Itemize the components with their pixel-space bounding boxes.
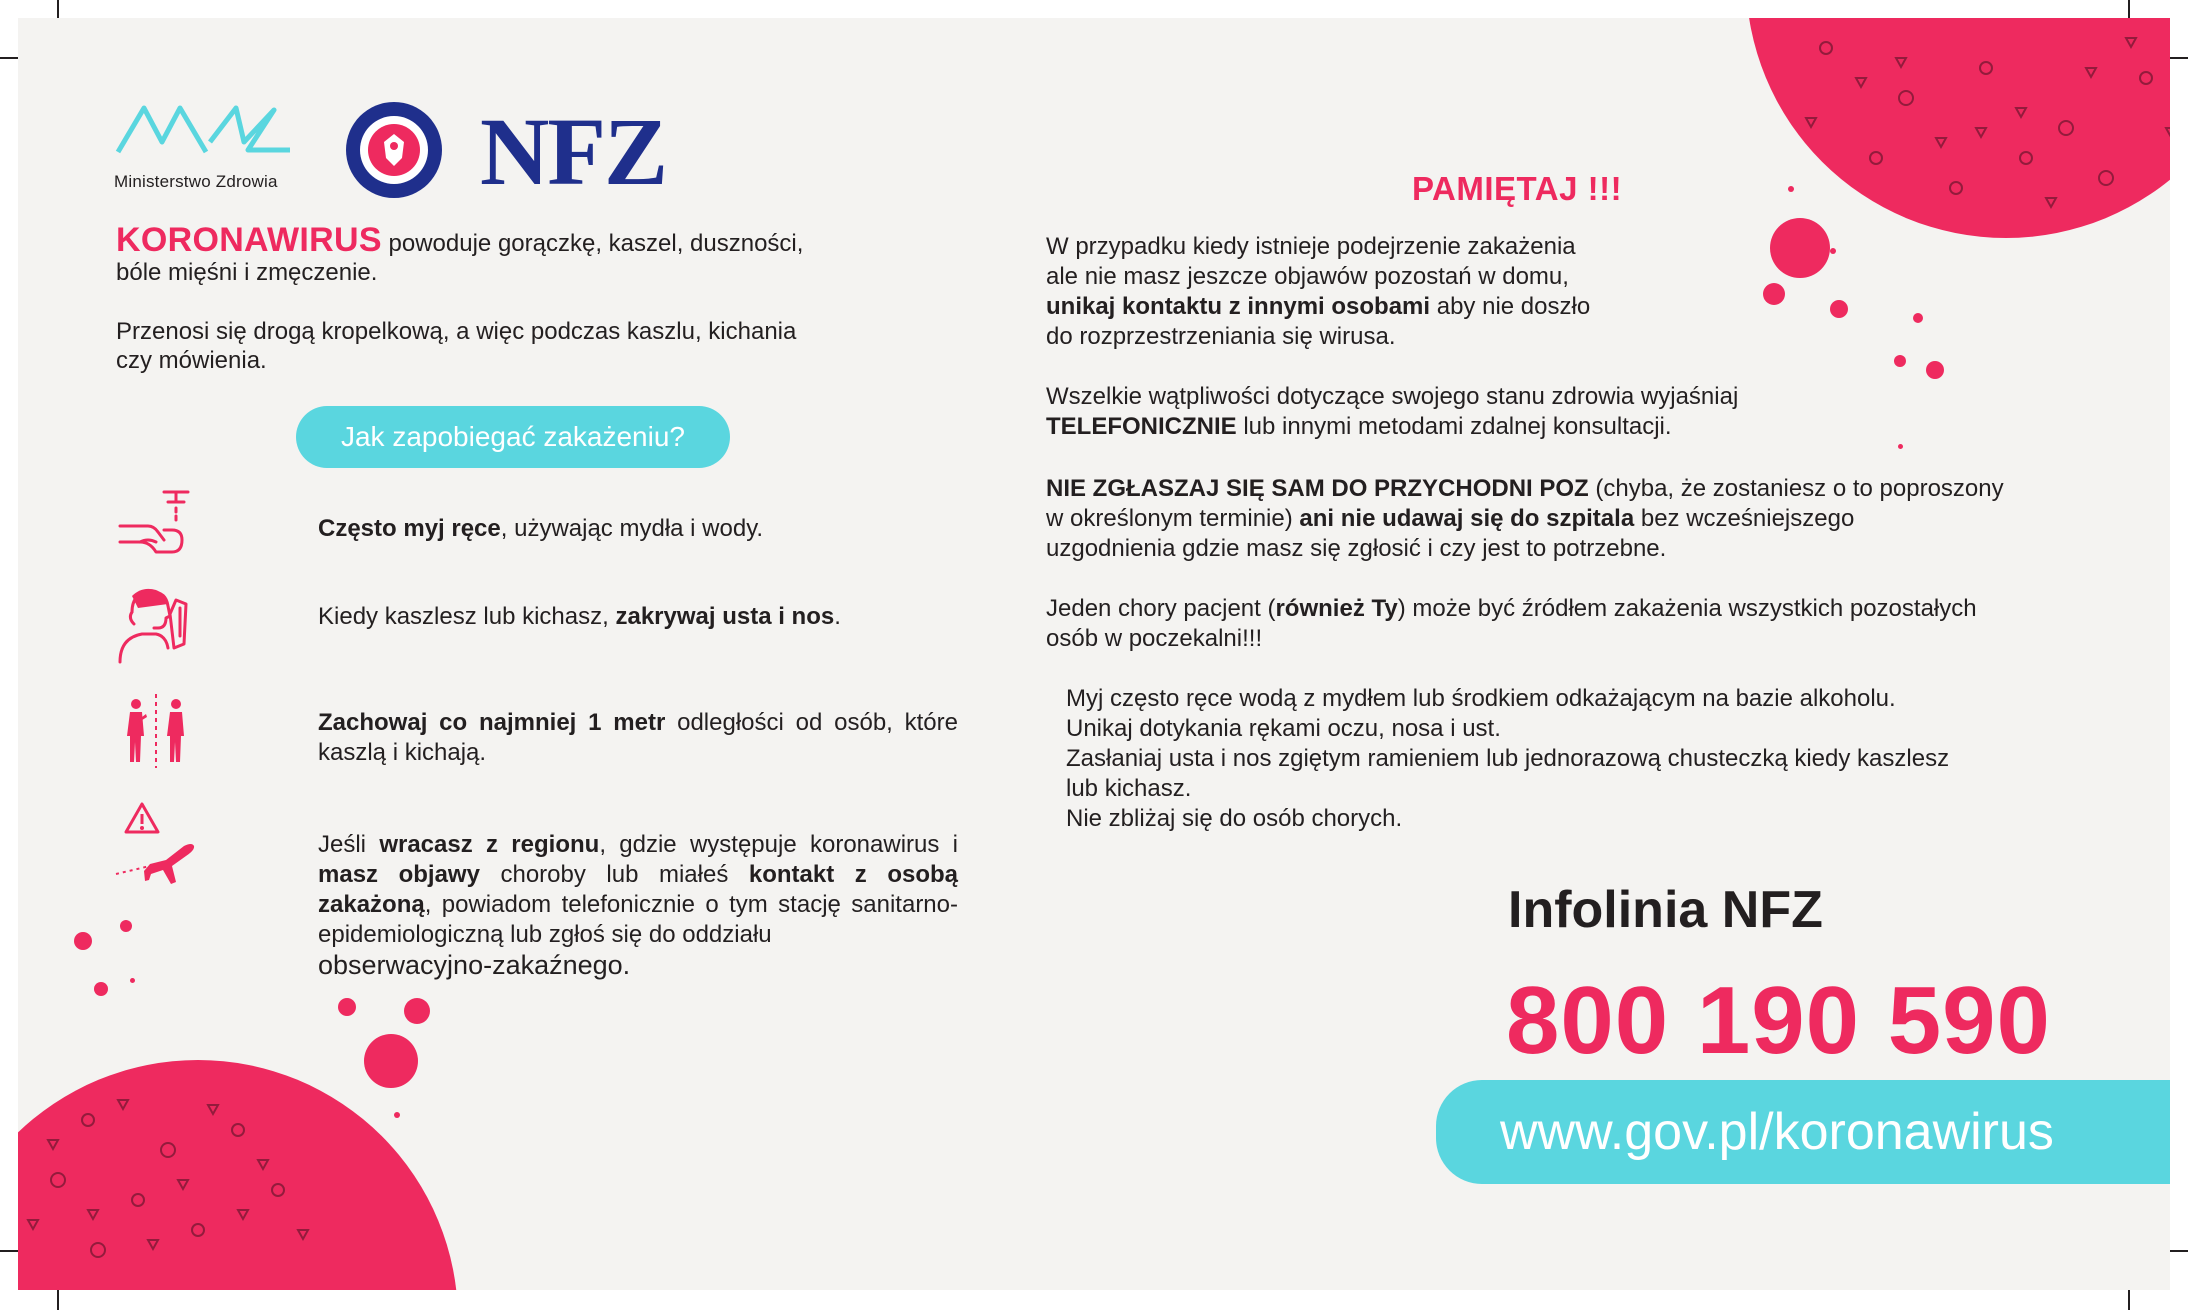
step-returning-from-region [318,830,958,980]
seal-icon [344,100,444,200]
confetti-pattern [18,1060,458,1290]
decorative-dot [1898,444,1903,449]
step-text: choroby lub miałeś [479,861,749,888]
step-cover-mouth [318,602,958,632]
hand-washing-icon [116,486,196,566]
intro-text [116,221,876,375]
tip-line: Myj często ręce wodą z mydłem lub środkiem odkażającym na bazie alkoholu. [1066,685,1896,712]
intro-line: Przenosi się drogą kropelkową, a więc podczas kaszlu, kichania [116,318,797,345]
travel-warning-icon [110,798,210,888]
remember-paragraph-4 [1046,594,2046,654]
ministry-of-health-logo [114,98,314,198]
infoline-phone-number[interactable]: 800 190 590 [1506,967,2051,1074]
paragraph-line: do rozprzestrzeniania się wirusa. [1046,323,1396,350]
remember-paragraph-3 [1046,474,2046,564]
ministry-label: Ministerstwo Zdrowia [114,172,278,191]
remember-heading: PAMIĘTAJ !!! [1412,170,1623,207]
remember-paragraph-2 [1046,382,2026,442]
step-text: odległości od osób, które kaszlą i kichają. [318,709,958,766]
paragraph-bold: TELEFONICZNIE [1046,413,1237,440]
step-bold: Często myj ręce [318,515,501,542]
intro-line: czy mówienia. [116,347,267,374]
step-text: , gdzie występuje koronawirus i [599,831,958,858]
tip-line: Zasłaniaj usta i nos zgiętym ramieniem lub jednorazową chusteczką kiedy kaszlesz [1066,745,1950,772]
mz-logo-mark [114,98,304,158]
confetti-pattern [1746,18,2170,238]
website-link[interactable]: www.gov.pl/koronawirus [1436,1080,2170,1184]
decorative-dot [364,1034,418,1088]
step-bold: kontakt z osobą zakażoną [318,861,959,918]
tip-line: Unikaj dotykania rękami oczu, nosa i ust. [1066,715,1501,742]
decorative-dot [1926,361,1944,379]
paragraph-bold: ani nie udawaj się do szpitala [1299,505,1635,532]
paragraph-line: Jeden chory pacjent ( [1046,595,1276,622]
remember-paragraph-1 [1046,232,2026,352]
step-bold: wracasz z regionu [379,831,600,858]
tip-line: Nie zbliżaj się do osób chorych. [1066,805,1403,832]
paragraph-line: ale nie masz jeszcze objawów pozostań w domu, [1046,263,1569,290]
paragraph-line: W przypadku kiedy istnieje podejrzenie zakażenia [1046,233,1576,260]
step-text: , używając mydła i wody. [500,515,764,542]
paragraph-line: aby nie doszło [1430,293,1591,320]
paragraph-line: ) może być źródłem zakażenia wszystkich pozostałych [1397,595,1977,622]
paragraph-bold: unikaj kontaktu z innymi osobami [1046,293,1431,320]
step-text: obserwacyjno-zakaźnego. [318,950,631,980]
paragraph-line: osób w poczekalni!!! [1046,625,1263,652]
hygiene-tips-list [1066,684,2046,834]
step-bold: masz objawy [318,861,480,888]
nfz-logo: NFZ [480,98,666,205]
step-keep-distance [318,708,958,768]
step-text: Kiedy kaszlesz lub kichasz, [318,603,616,630]
intro-line: powoduje gorączkę, kaszel, duszności, [381,230,804,257]
decorative-circle-bottom-left [18,1060,458,1290]
paragraph-line: bez wcześniejszego [1634,505,1855,532]
decorative-dot [404,998,430,1024]
decorative-dot [1894,355,1906,367]
prevention-button[interactable]: Jak zapobiegać zakażeniu? [296,406,730,468]
tip-line: lub kichasz. [1066,775,1192,802]
step-wash-hands [318,514,958,544]
step-text: Jeśli [318,831,380,858]
paragraph-bold: również Ty [1275,595,1398,622]
step-bold: Zachowaj co najmniej 1 metr [318,709,666,736]
leaflet-sheet [18,18,2170,1290]
intro-line: bóle mięśni i zmęczenie. [116,259,378,286]
step-bold: zakrywaj usta i nos [615,603,835,630]
infoline-title: Infolinia NFZ [1508,881,1823,939]
sneezing-person-icon [116,584,196,664]
koronawirus-keyword: KORONAWIRUS [116,221,382,259]
step-text: . [834,603,841,630]
paragraph-line: w określonym terminie) [1046,505,1300,532]
decorative-dot [338,998,356,1016]
keep-distance-icon [124,690,194,770]
paragraph-line: Wszelkie wątpliwości dotyczące swojego stanu zdrowia wyjaśniaj [1046,383,1739,410]
decorative-dot [130,978,135,983]
paragraph-line: uzgodnienia gdzie masz się zgłosić i czy jest to potrzebne. [1046,535,1667,562]
decorative-circle-top-right [1746,18,2170,238]
sanitary-inspection-seal [344,100,444,200]
decorative-dot [94,982,108,996]
paragraph-line: lub innymi metodami zdalnej konsultacji. [1236,413,1672,440]
decorative-dot [120,920,132,932]
decorative-dot [74,932,92,950]
decorative-dot [1788,186,1794,192]
step-text: , powiadom telefonicznie o tym stację sanitarno-epidemiologiczną lub zgłoś się do oddziału [318,891,958,948]
paragraph-bold: NIE ZGŁASZAJ SIĘ SAM DO PRZYCHODNI POZ [1046,475,1589,502]
decorative-dot [394,1112,400,1118]
paragraph-line: (chyba, że zostaniesz o to poproszony [1588,475,2004,502]
